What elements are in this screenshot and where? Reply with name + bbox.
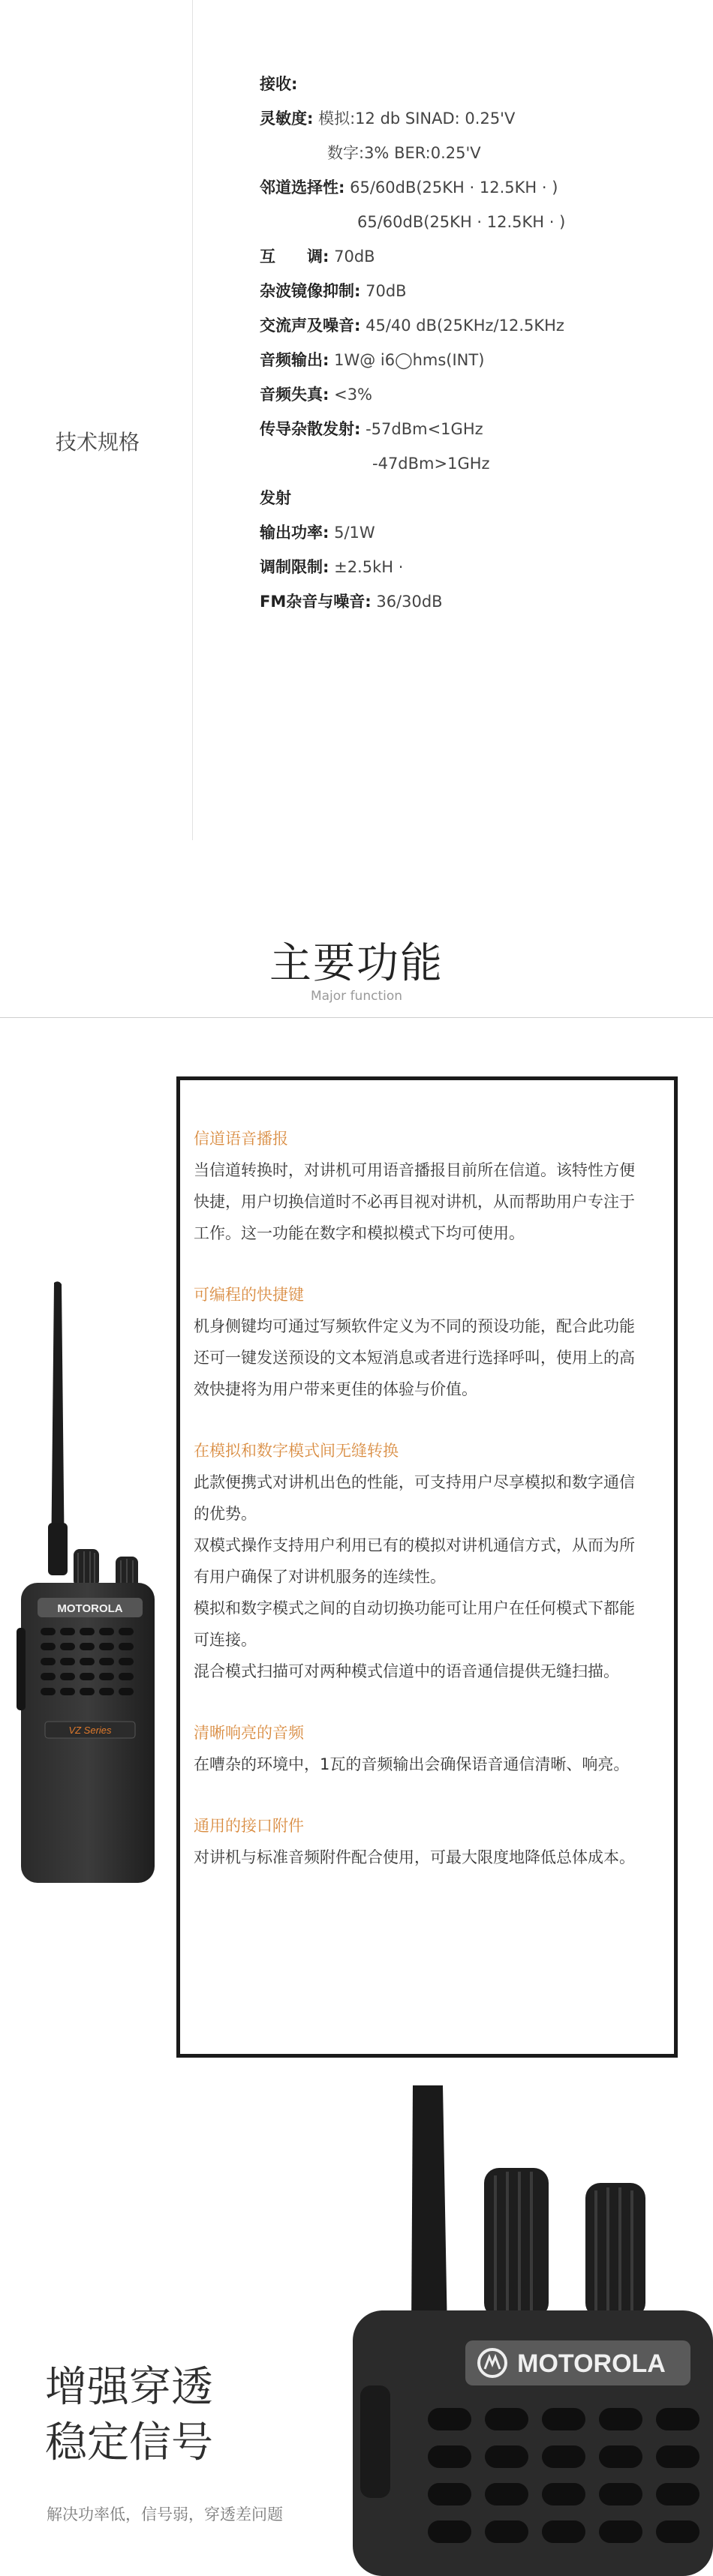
spec-distortion xyxy=(260,387,372,403)
spec-spurious xyxy=(260,284,407,299)
spec-key: 传导杂散发射: xyxy=(260,420,361,438)
spec-value: 模拟:12 db SINAD: 0.25'V xyxy=(318,110,516,128)
closeup-brand-text: MOTOROLA xyxy=(517,2349,666,2378)
spec-key: FM杂音与噪音: xyxy=(260,593,372,611)
feature-line: 快捷，用户切换信道时不必再目视对讲机，从而帮助用户专注于 xyxy=(194,1193,635,1211)
section-subtitle: Major function xyxy=(310,989,403,1004)
feature-line: 还可一键发送预设的文本短消息或者进行选择呼叫，使用上的高 xyxy=(194,1349,635,1367)
spec-adjacent xyxy=(260,180,558,196)
tx-heading: 发射 xyxy=(260,489,291,507)
spec-sensitivity-digital: 数字:3% BER:0.25'V xyxy=(327,144,481,162)
feature-line: 工作。这一功能在数字和模拟模式下均可使用。 xyxy=(194,1224,525,1242)
spec-key: 输出功率: xyxy=(260,524,329,542)
spec-value: 1W@ i6◯hms(INT) xyxy=(334,351,485,369)
spec-section-label: 技术规格 xyxy=(56,430,140,455)
spec-value: 70dB xyxy=(334,248,375,266)
spec-value: 45/40 dB(25KHz/12.5KHz xyxy=(366,317,564,335)
feature-line: 有用户确保了对讲机服务的连续性。 xyxy=(194,1568,446,1586)
feature-title-programmable-keys: 可编程的快捷键 xyxy=(194,1286,304,1304)
spec-value: ±2.5kH · xyxy=(334,558,404,576)
spec-value: 5/1W xyxy=(334,524,375,542)
feature-line: 模拟和数字模式之间的自动切换功能可让用户在任何模式下都能 xyxy=(194,1599,635,1617)
bottom-title-line-1: 增强穿透 xyxy=(45,2363,213,2412)
feature-line: 此款便携式对讲机出色的性能，可支持用户尽享模拟和数字通信 xyxy=(194,1473,635,1491)
spec-value: -57dBm<1GHz xyxy=(366,420,483,438)
feature-title-voice-announce: 信道语音播报 xyxy=(194,1130,288,1148)
spec-modulation xyxy=(260,560,403,575)
feature-line: 效快捷将为用户带来更佳的体验与价值。 xyxy=(194,1380,477,1398)
feature-line: 双模式操作支持用户利用已有的模拟对讲机通信方式，从而为所 xyxy=(194,1536,635,1554)
feature-line: 当信道转换时，对讲机可用语音播报目前所在信道。该特性方便 xyxy=(194,1161,635,1179)
rx-heading: 接收: xyxy=(260,75,298,93)
feature-line: 机身侧键均可通过写频软件定义为不同的预设功能，配合此功能 xyxy=(194,1317,635,1335)
spec-sensitivity xyxy=(260,111,515,127)
spec-key: 灵敏度: xyxy=(260,110,314,128)
spec-key: 音频输出: xyxy=(260,351,329,369)
radio-product-image xyxy=(15,1275,165,1898)
spec-value: 70dB xyxy=(366,282,407,300)
spec-key: 音频失真: xyxy=(260,386,329,404)
spec-audio xyxy=(260,353,484,368)
spec-key: 交流声及噪音: xyxy=(260,317,361,335)
feature-line: 可连接。 xyxy=(194,1631,257,1649)
spec-power xyxy=(260,525,375,541)
feature-line: 在嘈杂的环境中，1瓦的音频输出会确保语音通信清晰、响亮。 xyxy=(194,1755,630,1773)
spec-key: 杂波镜像抑制: xyxy=(260,282,361,300)
spec-key: 调制限制: xyxy=(260,558,329,576)
section-divider xyxy=(0,1017,713,1018)
feature-line: 对讲机与标准音频附件配合使用，可最大限度地降低总体成本。 xyxy=(194,1848,635,1866)
feature-title-seamless-switch: 在模拟和数字模式间无缝转换 xyxy=(194,1442,399,1460)
spec-intermod xyxy=(260,249,375,265)
radio-brand-text: MOTOROLA xyxy=(57,1602,123,1615)
feature-line: 混合模式扫描可对两种模式信道中的语音通信提供无缝扫描。 xyxy=(194,1662,619,1680)
spec-value: <3% xyxy=(334,386,373,404)
spec-key: 邻道选择性: xyxy=(260,179,345,197)
spec-adjacent-2: 65/60dB(25KH · 12.5KH · ) xyxy=(357,213,566,231)
section-title: 主要功能 xyxy=(269,939,444,988)
spec-hum xyxy=(260,318,564,334)
spec-key: 互 调: xyxy=(260,248,329,266)
feature-title-audio: 清晰响亮的音频 xyxy=(194,1724,304,1742)
feature-title-accessories: 通用的接口附件 xyxy=(194,1817,304,1835)
spec-conducted-2: -47dBm>1GHz xyxy=(372,455,490,473)
spec-conducted xyxy=(260,422,483,437)
bottom-subtitle: 解决功率低，信号弱，穿透差问题 xyxy=(47,2505,283,2523)
radio-series-text: VZ Series xyxy=(68,1725,112,1736)
spec-divider xyxy=(192,0,193,840)
spec-value: 36/30dB xyxy=(376,593,443,611)
feature-line: 的优势。 xyxy=(194,1505,257,1523)
spec-value: 65/60dB(25KH · 12.5KH · ) xyxy=(350,179,558,197)
bottom-title-line-2: 稳定信号 xyxy=(45,2418,213,2467)
radio-closeup-image xyxy=(353,2085,713,2576)
spec-fm-noise xyxy=(260,594,443,610)
